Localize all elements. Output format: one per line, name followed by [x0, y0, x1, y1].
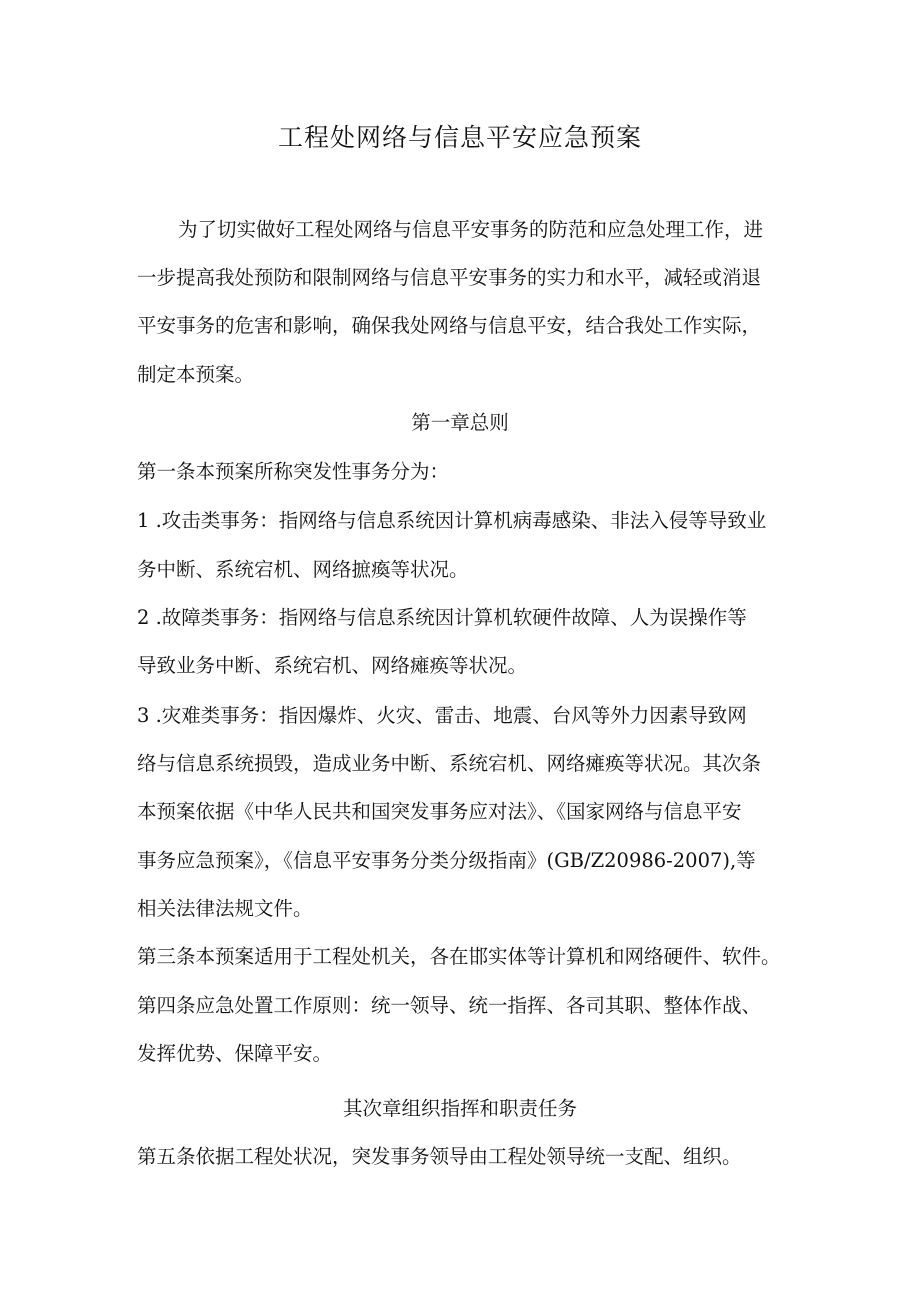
body-line: 第五条依据工程处状况，突发事务领导由工程处领导统一支配、组织。 [137, 1145, 742, 1168]
body-line: 第一条本预案所称突发性事务分为： [137, 460, 450, 483]
body-line: 3 .灾难类事务：指因爆炸、火灾、雷击、地震、台风等外力因素导致网 [137, 704, 747, 727]
chapter-heading: 第一章总则 [411, 411, 509, 434]
chapter-heading: 其次章组织指挥和职责任务 [342, 1097, 577, 1120]
document-title: 工程处网络与信息平安应急预案 [277, 123, 642, 152]
body-line: 络与信息系统损毁，造成业务中断、系统宕机、网络瘫痪等状况。其次条 [137, 752, 762, 775]
body-line: 相关法律法规文件。 [137, 897, 313, 920]
body-line: 发挥优势、保障平安。 [137, 1042, 333, 1065]
intro-line: 制定本预案。 [137, 363, 255, 386]
body-line: 本预案依据《中华人民共和国突发事务应对法》、《国家网络与信息平安 [137, 800, 742, 823]
body-line: 务中断、系统宕机、网络摭瘓等状况。 [137, 558, 469, 581]
intro-line: 平安事务的危害和影响，确保我处网络与信息平安，结合我处工作实际， [137, 314, 762, 337]
body-line: 事务应急预案》，《信息平安事务分类分级指南》(GB/Z20986-2007),等 [137, 849, 756, 872]
body-line: 第三条本预案适用于工程处机关，各在邯实体等计算机和网络硬件、软件。 [137, 945, 781, 968]
intro-line: 一步提高我处预防和限制网络与信息平安事务的实力和水平，减轻或消退 [137, 266, 762, 289]
body-line: 2 .故障类事务：指网络与信息系统因计算机软硬件故障、人为误操作等 [137, 606, 747, 629]
body-line: 导致业务中断、系统宕机、网络瘫痪等状况。 [137, 654, 528, 677]
body-line: 1 .攻击类事务：指网络与信息系统因计算机病毒感染、非法入侵等导致业 [137, 509, 767, 532]
body-line: 第四条应急处置工作原则：统一领导、统一指挥、各司其职、整体作战、 [137, 994, 762, 1017]
intro-line: 为了切实做好工程处网络与信息平安事务的防范和应急处理工作，进 [178, 218, 764, 241]
